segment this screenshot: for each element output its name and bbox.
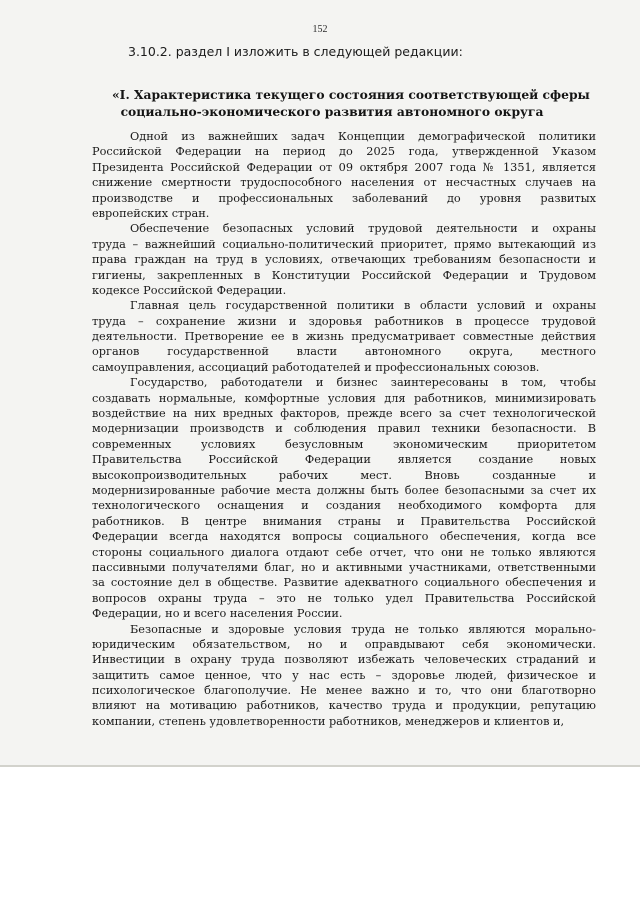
- paragraph-line: воздействие на них вредных факторов, прежде всего за счет технологической: [92, 407, 596, 421]
- paragraph-line: Государство, работодатели и бизнес заинтересованы в том, чтобы: [130, 376, 596, 390]
- paragraph-line: гигиены, закрепленных в Конституции Российской Федерации и Трудовом: [92, 268, 596, 282]
- paragraph-line: Обеспечение безопасных условий трудовой деятельности и охраны: [130, 222, 596, 236]
- paragraph-line: Одной из важнейших задач Концепции демографической политики: [130, 130, 596, 143]
- paragraph-line: модернизированные рабочие места должны быть более безопасными за счет их: [92, 483, 596, 497]
- paragraph: [92, 375, 596, 621]
- paragraph: [92, 622, 596, 730]
- body-text: [92, 129, 596, 729]
- paragraph-line: Российской Федерации на период до 2025 года, утвержденной Указом: [92, 145, 596, 159]
- heading-line: «I. Характеристика текущего состояния соответствующей сферы: [112, 87, 590, 102]
- section-intro: 3.10.2. раздел I изложить в следующей редакции:: [128, 44, 463, 59]
- paragraph-line: кодексе Российской Федерации.: [92, 283, 287, 297]
- paragraph-line: технологического оснащения и создания необходимого комфорта для: [92, 499, 596, 513]
- paragraph-line: Правительства Российской Федерации является создание новых: [92, 453, 596, 467]
- paragraph: [92, 298, 596, 375]
- paragraph-line: современных условиях безусловным экономическим приоритетом: [92, 437, 596, 451]
- paragraph-line: органов государственной власти автономного округа, местного: [92, 345, 596, 359]
- paragraph-line: психологическое благополучие. Не менее важно и то, что они благотворно: [92, 684, 596, 698]
- paragraph-line: Президента Российской Федерации от 09 октября 2007 года № 1351, является: [92, 160, 596, 174]
- paragraph-line: модернизации производств и соблюдения правил техники безопасности. В: [92, 422, 596, 436]
- paragraph-line: деятельности. Претворение ее в жизнь предусматривает совместные действия: [92, 330, 596, 344]
- paragraph-line: европейских стран.: [92, 206, 210, 220]
- paragraph-line: Безопасные и здоровые условия труда не только являются морально-: [130, 622, 596, 636]
- paragraph-line: Главная цель государственной политики в области условий и охраны: [130, 299, 596, 313]
- paragraph-line: за состояние дел в обществе. Развитие адекватного социального обеспечения и: [92, 576, 596, 590]
- paragraph-line: Федерации всегда находятся вопросы социального обеспечения, когда все: [92, 530, 596, 544]
- paragraph: [92, 221, 596, 298]
- paragraph-line: работников. В центре внимания страны и Правительства Российской: [92, 514, 596, 528]
- paragraph-line: вопросов охраны труда – это не только удел Правительства Российской: [92, 591, 596, 605]
- paragraph-line: защитить самое ценное, что у нас есть – здоровье людей, физическое и: [92, 668, 596, 682]
- paragraph-line: самоуправления, ассоциаций работодателей и профессиональных союзов.: [92, 360, 540, 374]
- section-heading: [112, 86, 590, 120]
- paragraph: [92, 129, 596, 221]
- paragraph-line: влияют на мотивацию работников, качество труда и продукции, репутацию: [92, 699, 596, 713]
- paragraph-line: высокопроизводительных рабочих мест. Вновь созданные и: [92, 468, 596, 482]
- paragraph-line: права граждан на труд в условиях, отвечающих требованиям безопасности и: [92, 253, 596, 267]
- paragraph-line: пассивными получателями благ, но и активными участниками, ответственными: [92, 560, 596, 574]
- paragraph-line: компании, степень удовлетворенности работников, менеджеров и клиентов и,: [92, 714, 565, 728]
- heading-line: социально-экономического развития автономного округа: [120, 104, 544, 119]
- paragraph-line: труда – важнейший социально-политический приоритет, прямо вытекающий из: [92, 237, 596, 251]
- paragraph-line: труда – сохранение жизни и здоровья работников в процессе трудовой: [92, 314, 596, 328]
- paragraph-line: производстве и профессиональных заболеваний до уровня развитых: [92, 191, 596, 205]
- paragraph-line: юридическим обязательством, но и оправдывают себя экономически.: [92, 637, 596, 651]
- paragraph-line: Инвестиции в охрану труда позволяют избежать человеческих страданий и: [92, 653, 596, 667]
- paragraph-line: снижение смертности трудоспособного населения от несчастных случаев на: [92, 176, 596, 190]
- paragraph-line: стороны социального диалога отдают себе отчет, что они не только являются: [92, 545, 596, 559]
- paragraph-line: Федерации, но и всего населения России.: [92, 607, 343, 621]
- paragraph-line: создавать нормальные, комфортные условия для работников, минимизировать: [92, 391, 596, 405]
- page-number: 152: [312, 24, 328, 35]
